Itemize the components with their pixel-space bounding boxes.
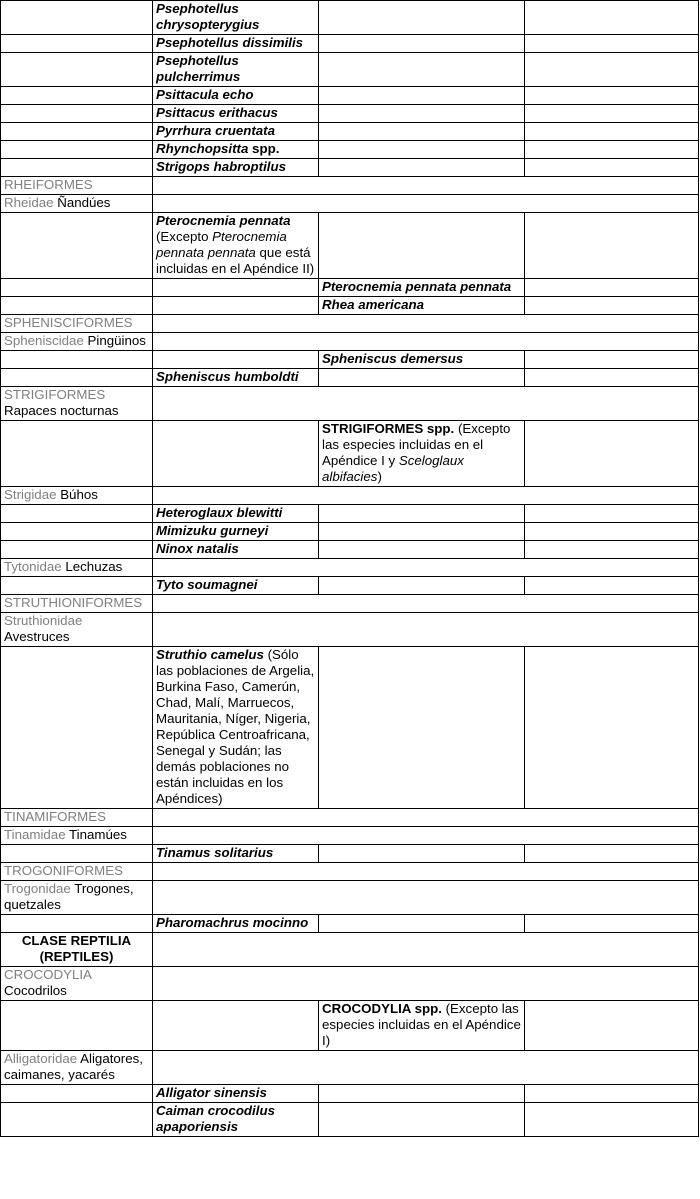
text-run: Strigidae — [4, 487, 61, 502]
species-cell — [319, 279, 525, 297]
taxon-cell — [1, 595, 153, 613]
table-row — [1, 351, 699, 369]
empty-cell — [153, 967, 699, 1001]
taxon-cell — [1, 333, 153, 351]
empty-cell — [153, 595, 699, 613]
empty-cell — [1, 1, 153, 35]
table-row — [1, 1103, 699, 1137]
taxon-cell — [1, 195, 153, 213]
species-cell — [153, 87, 319, 105]
text-run: Spheniscidae — [4, 333, 88, 348]
species-cell — [153, 141, 319, 159]
table-row — [1, 387, 699, 421]
species-cell — [153, 1, 319, 35]
text-run: Rhynchopsitta — [156, 141, 249, 156]
table-row — [1, 863, 699, 881]
species-cell — [153, 1085, 319, 1103]
table-row — [1, 613, 699, 647]
empty-cell — [153, 1001, 319, 1051]
text-run: Tinamidae — [4, 827, 70, 842]
empty-cell — [525, 351, 699, 369]
empty-cell — [525, 279, 699, 297]
taxon-cell — [1, 809, 153, 827]
text-run: (Excepto las especies incluidas en el Apéndice I y — [322, 421, 511, 468]
empty-cell — [1, 577, 153, 595]
empty-cell — [319, 541, 525, 559]
species-cell — [153, 105, 319, 123]
table-row — [1, 421, 699, 487]
empty-cell — [525, 505, 699, 523]
empty-cell — [525, 523, 699, 541]
table-row — [1, 915, 699, 933]
table-row — [1, 333, 699, 351]
empty-cell — [153, 933, 699, 967]
species-cell — [153, 35, 319, 53]
table-row — [1, 577, 699, 595]
table-row — [1, 1001, 699, 1051]
table-row — [1, 881, 699, 915]
species-cell — [153, 647, 319, 809]
empty-cell — [319, 915, 525, 933]
empty-cell — [1, 523, 153, 541]
table-row — [1, 845, 699, 863]
text-run: (Sólo las poblaciones de Argelia, Burkina Faso, Camerún, Chad, Malí, Marruecos, Mauritania, Níger, Nigeria, República Centroafricana, Senegal y Sudán; las demás poblaciones no están incluidas en los Apéndices) — [156, 647, 315, 806]
species-cell — [153, 915, 319, 933]
empty-cell — [153, 487, 699, 505]
species-cell — [153, 159, 319, 177]
table-row — [1, 297, 699, 315]
empty-cell — [319, 87, 525, 105]
empty-cell — [1, 845, 153, 863]
empty-cell — [525, 421, 699, 487]
text-run: Pingüinos — [87, 333, 146, 348]
empty-cell — [1, 87, 153, 105]
empty-cell — [525, 141, 699, 159]
empty-cell — [1, 297, 153, 315]
table-row — [1, 1051, 699, 1085]
empty-cell — [1, 53, 153, 87]
text-run: Rapaces nocturnas — [4, 403, 119, 418]
text-run: Pterocnemia pennata pennata — [156, 229, 287, 260]
empty-cell — [153, 279, 319, 297]
empty-cell — [1, 123, 153, 141]
empty-cell — [319, 647, 525, 809]
text-run: Rhea americana — [322, 297, 424, 312]
table-row — [1, 827, 699, 845]
text-run: Cocodrilos — [4, 983, 67, 998]
empty-cell — [319, 105, 525, 123]
empty-cell — [153, 177, 699, 195]
text-run: Tinamúes — [69, 827, 127, 842]
empty-cell — [319, 845, 525, 863]
empty-cell — [319, 1103, 525, 1137]
empty-cell — [1, 141, 153, 159]
text-run: Ñandúes — [57, 195, 111, 210]
text-run: (Excepto las especies incluidas en el Apéndice I) — [322, 1001, 521, 1048]
text-run: Strigops habroptilus — [156, 159, 287, 174]
table-row — [1, 559, 699, 577]
table-row — [1, 195, 699, 213]
empty-cell — [153, 333, 699, 351]
text-run: Rheidae — [4, 195, 58, 210]
empty-cell — [153, 387, 699, 421]
empty-cell — [319, 1085, 525, 1103]
empty-cell — [153, 315, 699, 333]
species-cell — [153, 1103, 319, 1137]
table-row — [1, 1085, 699, 1103]
text-run: Trogones, quetzales — [4, 881, 134, 912]
taxon-cell — [1, 387, 153, 421]
species-cell — [153, 577, 319, 595]
text-run: CLASE REPTILIA (REPTILES) — [21, 933, 132, 964]
species-cell — [153, 213, 319, 279]
text-run: Pharomachrus mocinno — [156, 915, 309, 930]
table-row — [1, 369, 699, 387]
empty-cell — [1, 1001, 153, 1051]
species-table-body — [1, 1, 699, 1137]
empty-cell — [525, 297, 699, 315]
empty-cell — [1, 1085, 153, 1103]
table-row — [1, 87, 699, 105]
table-row — [1, 933, 699, 967]
empty-cell — [1, 213, 153, 279]
table-row — [1, 487, 699, 505]
empty-cell — [319, 53, 525, 87]
text-run: que está incluidas en el Apéndice II) — [156, 245, 315, 276]
empty-cell — [525, 213, 699, 279]
empty-cell — [525, 1001, 699, 1051]
empty-cell — [525, 105, 699, 123]
species-cell — [319, 351, 525, 369]
empty-cell — [525, 1085, 699, 1103]
text-run: Spheniscus demersus — [322, 351, 464, 366]
text-run: Tyto soumagnei — [156, 577, 258, 592]
species-cell — [153, 369, 319, 387]
taxon-cell — [1, 315, 153, 333]
text-run: Psephotellus pulcherrimus — [156, 53, 241, 84]
empty-cell — [525, 541, 699, 559]
empty-cell — [1, 915, 153, 933]
table-row — [1, 141, 699, 159]
table-row — [1, 123, 699, 141]
empty-cell — [525, 369, 699, 387]
text-run: Pyrrhura cruentata — [156, 123, 275, 138]
text-run: Caiman crocodilus apaporiensis — [156, 1103, 275, 1134]
taxon-cell — [1, 881, 153, 915]
empty-cell — [319, 369, 525, 387]
text-run: Pterocnemia pennata — [156, 213, 291, 228]
empty-cell — [525, 53, 699, 87]
taxon-cell — [1, 827, 153, 845]
table-row — [1, 159, 699, 177]
empty-cell — [1, 105, 153, 123]
text-run: ) — [377, 469, 382, 484]
text-run: Sceloglaux albifacies — [322, 453, 464, 484]
text-run: STRUTHIONIFORMES — [4, 595, 143, 610]
table-row — [1, 595, 699, 613]
species-cell — [153, 53, 319, 87]
text-run: RHEIFORMES — [4, 177, 93, 192]
text-run: spp. — [248, 141, 280, 156]
text-run: Avestruces — [4, 629, 70, 644]
table-row — [1, 315, 699, 333]
taxon-cell — [1, 177, 153, 195]
empty-cell — [319, 523, 525, 541]
species-cell — [153, 523, 319, 541]
table-row — [1, 967, 699, 1001]
empty-cell — [525, 35, 699, 53]
table-row — [1, 505, 699, 523]
text-run: Lechuzas — [65, 559, 123, 574]
species-cell — [153, 845, 319, 863]
text-run: Ninox natalis — [156, 541, 239, 556]
empty-cell — [153, 881, 699, 915]
empty-cell — [153, 613, 699, 647]
text-run: Alligator sinensis — [156, 1085, 267, 1100]
table-row — [1, 1, 699, 35]
empty-cell — [319, 577, 525, 595]
empty-cell — [525, 87, 699, 105]
empty-cell — [1, 351, 153, 369]
empty-cell — [319, 159, 525, 177]
text-run: Struthionidae — [4, 613, 83, 628]
text-run: Alligatoridae — [4, 1051, 81, 1066]
taxon-cell — [1, 613, 153, 647]
text-run: TINAMIFORMES — [4, 809, 106, 824]
species-cell — [153, 541, 319, 559]
text-run: Mimizuku gurneyi — [156, 523, 269, 538]
empty-cell — [319, 35, 525, 53]
taxon-cell — [1, 487, 153, 505]
text-run: Struthio camelus — [156, 647, 264, 662]
empty-cell — [319, 1, 525, 35]
empty-cell — [153, 827, 699, 845]
text-run: Tytonidae — [4, 559, 66, 574]
text-run: Aligatores, caimanes, yacarés — [4, 1051, 143, 1082]
taxon-cell — [1, 863, 153, 881]
table-row — [1, 105, 699, 123]
text-run: Psephotellus chrysopterygius — [156, 1, 260, 32]
table-row — [1, 177, 699, 195]
text-run: CROCODYLIA — [4, 967, 92, 982]
text-run: (Excepto — [156, 229, 213, 244]
table-row — [1, 647, 699, 809]
table-row — [1, 53, 699, 87]
empty-cell — [153, 809, 699, 827]
text-run: Heteroglaux blewitti — [156, 505, 283, 520]
text-run: SPHENISCIFORMES — [4, 315, 133, 330]
table-row — [1, 541, 699, 559]
taxon-cell — [1, 559, 153, 577]
empty-cell — [525, 647, 699, 809]
taxon-cell — [1, 933, 153, 967]
taxon-cell — [1, 967, 153, 1001]
empty-cell — [153, 559, 699, 577]
table-row — [1, 279, 699, 297]
empty-cell — [153, 351, 319, 369]
empty-cell — [1, 505, 153, 523]
species-cell — [319, 297, 525, 315]
taxon-cell — [1, 1051, 153, 1085]
empty-cell — [525, 123, 699, 141]
empty-cell — [1, 1103, 153, 1137]
empty-cell — [525, 159, 699, 177]
empty-cell — [1, 541, 153, 559]
empty-cell — [319, 213, 525, 279]
empty-cell — [525, 1103, 699, 1137]
text-run: Psittacus erithacus — [156, 105, 278, 120]
empty-cell — [153, 421, 319, 487]
table-row — [1, 523, 699, 541]
empty-cell — [319, 505, 525, 523]
species-cell — [319, 1001, 525, 1051]
text-run: Spheniscus humboldti — [156, 369, 299, 384]
empty-cell — [319, 141, 525, 159]
text-run: TROGONIFORMES — [4, 863, 123, 878]
empty-cell — [1, 647, 153, 809]
species-cell — [319, 421, 525, 487]
table-row — [1, 809, 699, 827]
empty-cell — [153, 195, 699, 213]
empty-cell — [1, 35, 153, 53]
species-cell — [153, 123, 319, 141]
empty-cell — [1, 369, 153, 387]
text-run: Trogonidae — [4, 881, 75, 896]
table-row — [1, 35, 699, 53]
text-run: Psephotellus dissimilis — [156, 35, 304, 50]
text-run: STRIGIFORMES — [4, 387, 106, 402]
empty-cell — [525, 845, 699, 863]
text-run: Psittacula echo — [156, 87, 254, 102]
table-row — [1, 213, 699, 279]
text-run: Pterocnemia pennata pennata — [322, 279, 512, 294]
empty-cell — [153, 1051, 699, 1085]
empty-cell — [153, 863, 699, 881]
text-run: STRIGIFORMES spp. — [322, 421, 455, 436]
empty-cell — [1, 159, 153, 177]
empty-cell — [525, 1, 699, 35]
empty-cell — [153, 297, 319, 315]
empty-cell — [525, 577, 699, 595]
empty-cell — [525, 915, 699, 933]
species-cell — [153, 505, 319, 523]
empty-cell — [319, 123, 525, 141]
text-run: Tinamus solitarius — [156, 845, 274, 860]
empty-cell — [1, 279, 153, 297]
empty-cell — [1, 421, 153, 487]
text-run: Búhos — [60, 487, 98, 502]
text-run: CROCODYLIA spp. — [322, 1001, 442, 1016]
